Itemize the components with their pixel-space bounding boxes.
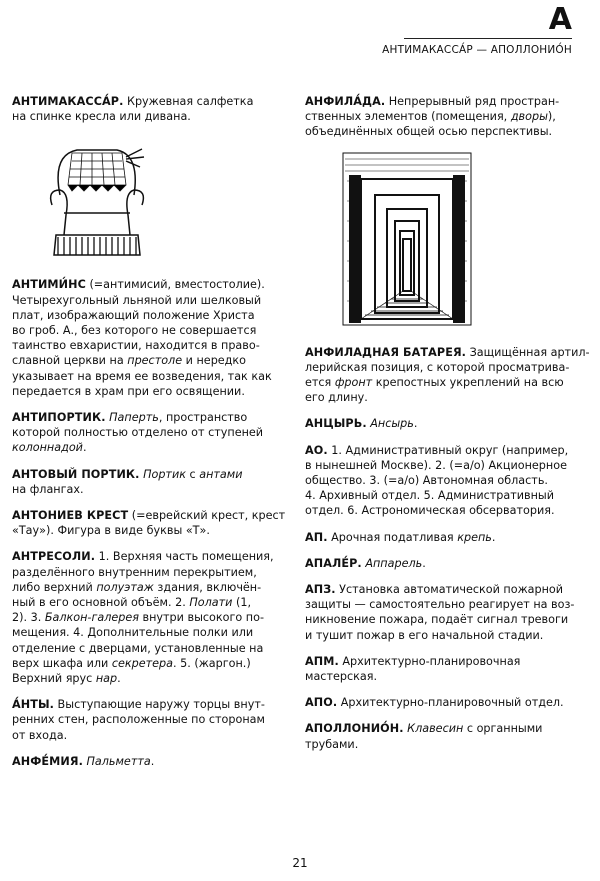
- entry-apz: АПЗ. Установка автоматической пожарной защиты — самостоятельно реагирует на воз- никновение пожара, подаёт сигнал тревоги и тушит пожар в его начальной стадии.: [305, 583, 575, 642]
- headword: АПО.: [305, 696, 338, 710]
- entry-apm: АПМ. Архитектурно-планировочная мастерская.: [305, 654, 521, 684]
- entry-ap: АП. Арочная податливая крепь.: [305, 530, 496, 544]
- entry-antiportik: АНТИПОРТИК. Паперть, пространство которой полностью отделено от ступеней колоннадой.: [12, 411, 264, 455]
- headword: АПОЛЛОНИО́Н.: [305, 722, 404, 736]
- headword: АНФЕ́МИЯ.: [12, 754, 83, 768]
- enfilade-illustration: [341, 151, 473, 331]
- headword: АНТИМАКАССА́Р.: [12, 95, 124, 108]
- page-number: 21: [292, 856, 308, 870]
- entry-anfiladnaya-batareya: АНФИЛАДНАЯ БАТАРЕЯ. Защищённая артил- лерийская позиция, с которой просматрива- ется фронт крепостных укреплений на всю его длину.: [305, 345, 590, 405]
- headword: АО.: [305, 443, 328, 457]
- entry-anty: А́НТЫ. Выступающие наружу торцы внут- ренних стен, расположенные по сторонам от входа.: [12, 698, 265, 742]
- entry-antimakassar: АНТИМАКАССА́Р. Кружевная салфетка на спинке кресла или дивана.: [12, 95, 254, 124]
- armchair-illustration: [42, 135, 152, 265]
- big-section-letter: А: [548, 2, 572, 37]
- headword: АНТИМИ́НС: [12, 278, 86, 292]
- entry-ancyr: АНЦЫРЬ. Ансырь.: [305, 417, 418, 431]
- headword: А́НТЫ.: [12, 698, 54, 712]
- entry-antresoli: АНТРЕСОЛИ. 1. Верхняя часть помещения, разделённого внутренним перекрытием, либо верхний полуэтаж здания, включён- ный в его основной объём. 2. Полати (1, 2). 3. Балкон-галерея внутри высокого по- мещения. 4. Дополнительные полки или отделение с дверцами, установленные на верх шкафа или секретера. 5. (жаргон.) Верхний ярус нар.: [12, 550, 274, 686]
- headword: АНЦЫРЬ.: [305, 417, 367, 431]
- entry-antovy-portik: АНТОВЫЙ ПОРТИК. Портик с антами на флангах.: [12, 467, 243, 496]
- headword: АНТОВЫЙ ПОРТИК.: [12, 467, 140, 481]
- entry-anfemiya: АНФЕ́МИЯ. Пальметта.: [12, 754, 155, 768]
- headword: АПЗ.: [305, 583, 336, 597]
- left-column: [12, 94, 286, 780]
- headword: АНФИЛА́ДА.: [305, 95, 386, 108]
- entry-apollonion: АПОЛЛОНИО́Н. Клавесин с органными трубами.: [305, 722, 543, 751]
- headword: АНТИПОРТИК.: [12, 411, 106, 425]
- headword: АПАЛЕ́Р.: [305, 556, 362, 570]
- entry-apo: АПО. Архитектурно-планировочный отдел.: [305, 696, 564, 710]
- headword: АПМ.: [305, 654, 339, 668]
- headword: АНТРЕСОЛИ.: [12, 550, 96, 564]
- running-head: АНТИМАКАССА́Р — АПОЛЛОНИО́Н: [382, 44, 572, 56]
- headword: АП.: [305, 530, 328, 544]
- entry-apaler: АПАЛЕ́Р. Аппарель.: [305, 556, 426, 570]
- entry-anfilada: АНФИЛА́ДА. Непрерывный ряд простран- ственных элементов (помещения, дворы), объединённых общей осью перспективы.: [305, 95, 560, 139]
- entry-ao: АО. 1. Административный округ (например, в нынешней Москве). 2. (=а/о) Акционерное общество. 3. (=а/о) Автономная область. 4. Архивный отдел. 5. Административный отдел. 6. Астрономическая обсерватория.: [305, 443, 569, 518]
- headword: АНТОНИЕВ КРЕСТ: [12, 509, 129, 523]
- headword: АНФИЛАДНАЯ БАТАРЕЯ.: [305, 345, 467, 359]
- header-rule: [404, 38, 572, 39]
- entry-antoniev-krest: АНТОНИЕВ КРЕСТ (=еврейский крест, крест «Тау»). Фигура в виде буквы «Т».: [12, 509, 286, 538]
- entry-antimins: АНТИМИ́НС (=антимисий, вместостолие). Четырехугольный льняной или шелковый плат, изображающий положение Христа во гроб. А., без которого не совершается таинство евхаристии, находится в право- славной церкви на престоле и нередко указывает на время ее возведения, так как передается в храм при его освящении.: [12, 278, 272, 398]
- right-column: [305, 94, 590, 763]
